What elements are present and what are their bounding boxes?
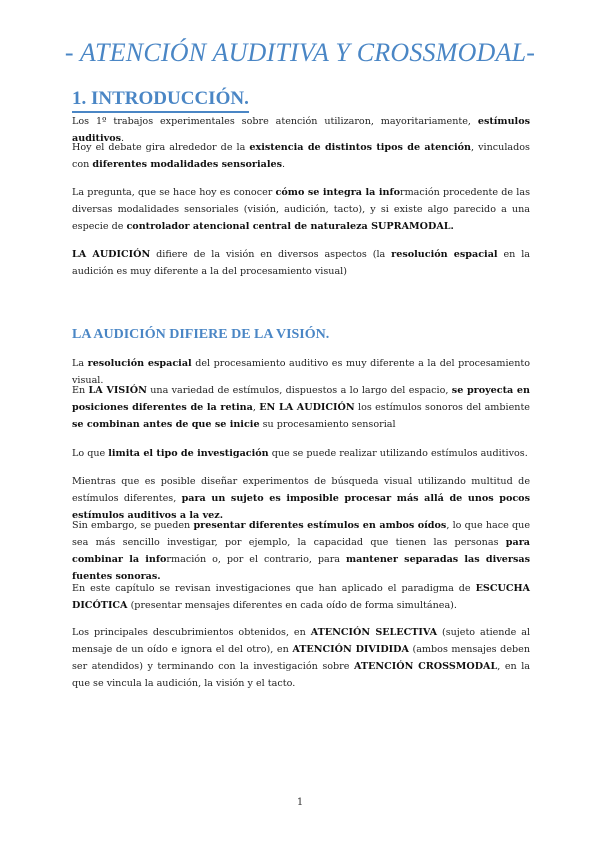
text-run: , lo que hace que sea más sencillo investigar, por ejemplo, la capacidad que tienen las personas [72, 520, 531, 548]
paragraph-10 [72, 580, 530, 614]
text-run: . [281, 159, 286, 170]
text-run: Los 1º trabajos experimentales sobre atención utilizaron, mayoritariamente, [72, 116, 478, 127]
bold-run: para un sujeto es imposible procesar más allá de unos pocos estímulos auditivos a la vez. [72, 493, 530, 521]
bold-run: estímulos auditivos [72, 116, 530, 144]
bold-run: mantener separadas las diversas fuentes sonoras. [72, 554, 530, 582]
text-run: en la audición es muy diferente a la del procesamiento visual) [72, 249, 530, 277]
text-run: su procesamiento sensorial [259, 419, 396, 430]
bold-run: cómo se integra la info [275, 187, 400, 198]
bold-run: se proyecta en posiciones diferentes de la retina [72, 385, 530, 413]
paragraph-6 [72, 382, 530, 433]
text-run: Lo que [72, 448, 109, 459]
text-run: La [72, 358, 88, 369]
text-run: del procesamiento auditivo es muy diferente a la del procesamiento visual. [72, 358, 530, 386]
bold-run: ESCUCHA DICÓTICA [72, 583, 530, 611]
bold-run: controlador atencional central de naturaleza SUPRAMODAL. [126, 221, 454, 232]
bold-run: ATENCIÓN SELECTIVA [310, 627, 438, 638]
bold-run: LA AUDICIÓN [72, 249, 151, 260]
bold-run: resolución espacial [87, 358, 192, 369]
text-run: que se puede realizar utilizando estímulos auditivos. [268, 448, 528, 459]
text-run: En este capítulo se revisan investigaciones que han aplicado el paradigma de [72, 583, 476, 594]
text-run: (presentar mensajes diferentes en cada oído de forma simultánea). [127, 600, 457, 611]
paragraph-7 [72, 445, 530, 462]
text-run: los estímulos sonoros del ambiente [354, 402, 530, 413]
text-run: Hoy el debate gira alrededor de la [72, 142, 250, 153]
text-run: Los principales descubrimientos obtenidos, en [72, 627, 311, 638]
document-title: - ATENCIÓN AUDITIVA Y CROSSMODAL- [64, 38, 536, 67]
text-run: (sujeto atiende al mensaje de un oído e ignora el del otro), en [72, 627, 531, 655]
text-run: , en la que se vincula la audición, la visión y el tacto. [72, 661, 531, 689]
text-run: La pregunta, que se hace hoy es conocer [72, 187, 276, 198]
bold-run: limita el tipo de investigación [108, 448, 269, 459]
paragraph-3 [72, 184, 530, 235]
paragraph-2 [72, 139, 530, 173]
bold-run: resolución espacial [391, 249, 498, 260]
paragraph-11 [72, 624, 530, 692]
text-run: , vinculados con [72, 142, 530, 170]
bold-run: diferentes modalidades sensoriales [92, 159, 282, 170]
bold-run: se combinan antes de que se inicie [72, 419, 260, 430]
text-run: rmación procedente de las diversas modalidades sensoriales (visión, audición, tacto), y si existe algo parecido a una especie de [72, 187, 531, 232]
bold-run: EN LA AUDICIÓN [259, 402, 355, 413]
text-run: rmación o, por el contrario, para [166, 554, 346, 565]
bold-run: LA VISIÓN [88, 385, 147, 396]
bold-run: existencia de distintos tipos de atención [249, 142, 472, 153]
text-run: una variedad de estímulos, dispuestos a lo largo del espacio, [146, 385, 452, 396]
section-heading-audicion: LA AUDICIÓN DIFIERE DE LA VISIÓN. [72, 327, 330, 342]
bold-run: ATENCIÓN CROSSMODAL [353, 661, 498, 672]
bold-run: ATENCIÓN DIVIDIDA [292, 644, 409, 655]
text-run: En [72, 385, 89, 396]
section-heading-introduccion: 1. INTRODUCCIÓN. [72, 88, 249, 113]
text-run: , [252, 402, 260, 413]
bold-run: para combinar la info [72, 537, 530, 565]
text-run: . [121, 133, 125, 144]
bold-run: presentar diferentes estímulos en ambos oídos [193, 520, 447, 531]
paragraph-9 [72, 517, 530, 585]
text-run: Mientras que es posible diseñar experimentos de búsqueda visual utilizando multitud de estímulos diferentes, [72, 476, 530, 504]
page-number: 1 [296, 797, 304, 808]
paragraph-4 [72, 246, 530, 280]
text-run: difiere de la visión en diversos aspectos (la [150, 249, 392, 260]
text-run: (ambos mensajes deben ser atendidos) y terminando con la investigación sobre [72, 644, 530, 672]
text-run: Sin embargo, se pueden [72, 520, 194, 531]
